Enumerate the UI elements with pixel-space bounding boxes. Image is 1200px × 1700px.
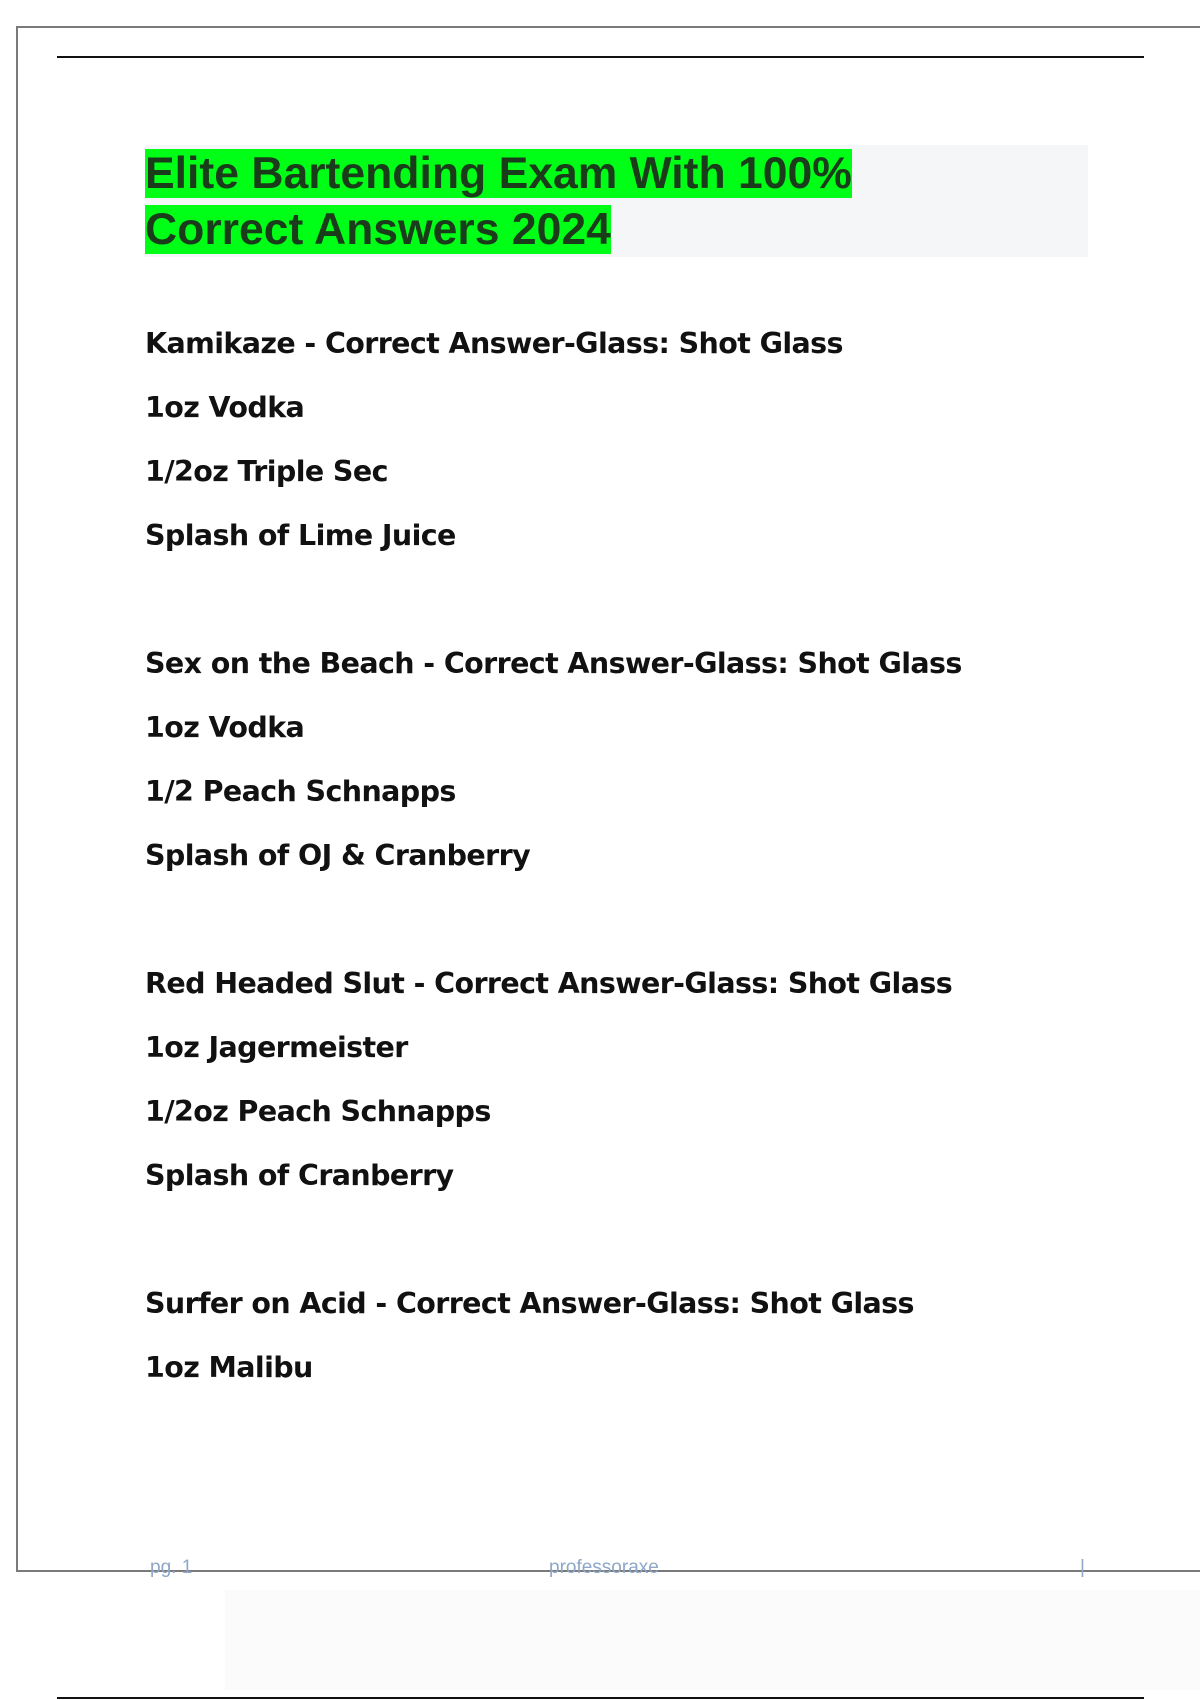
answer-line: 1oz Malibu (145, 1351, 313, 1384)
answer-line: 1oz Vodka (145, 711, 305, 744)
answer-line: 1oz Vodka (145, 391, 305, 424)
next-page-background (225, 1590, 1200, 1690)
qa-item (145, 962, 1145, 1218)
footer-author: professoraxe (549, 1557, 659, 1578)
page-footer (0, 1557, 1200, 1587)
answer-line: 1/2 Peach Schnapps (145, 775, 456, 808)
footer-separator: | (1080, 1557, 1085, 1578)
answer-line: Splash of Lime Juice (145, 519, 456, 552)
question-text: Sex on the Beach - Correct Answer-Glass: Shot Glass (145, 647, 962, 680)
answer-line: 1oz Jagermeister (145, 1031, 408, 1064)
qa-item (145, 1282, 1145, 1410)
document-title (145, 146, 945, 258)
next-page-header-rule (57, 1697, 1144, 1699)
question-text: Red Headed Slut - Correct Answer-Glass: Shot Glass (145, 967, 953, 1000)
title-line-1: Elite Bartending Exam With 100% (145, 149, 852, 198)
footer-page-number: pg. 1 (150, 1557, 193, 1578)
answer-line: 1/2oz Triple Sec (145, 455, 388, 488)
answer-line: Splash of OJ & Cranberry (145, 839, 531, 872)
qa-item (145, 642, 1145, 898)
qa-item (145, 322, 1145, 578)
header-rule (57, 56, 1144, 58)
title-line-2: Correct Answers 2024 (145, 205, 611, 254)
answer-line: 1/2oz Peach Schnapps (145, 1095, 491, 1128)
answer-line: Splash of Cranberry (145, 1159, 454, 1192)
question-text: Kamikaze - Correct Answer-Glass: Shot Glass (145, 327, 843, 360)
qa-content (145, 322, 1145, 1474)
question-text: Surfer on Acid - Correct Answer-Glass: Shot Glass (145, 1287, 914, 1320)
